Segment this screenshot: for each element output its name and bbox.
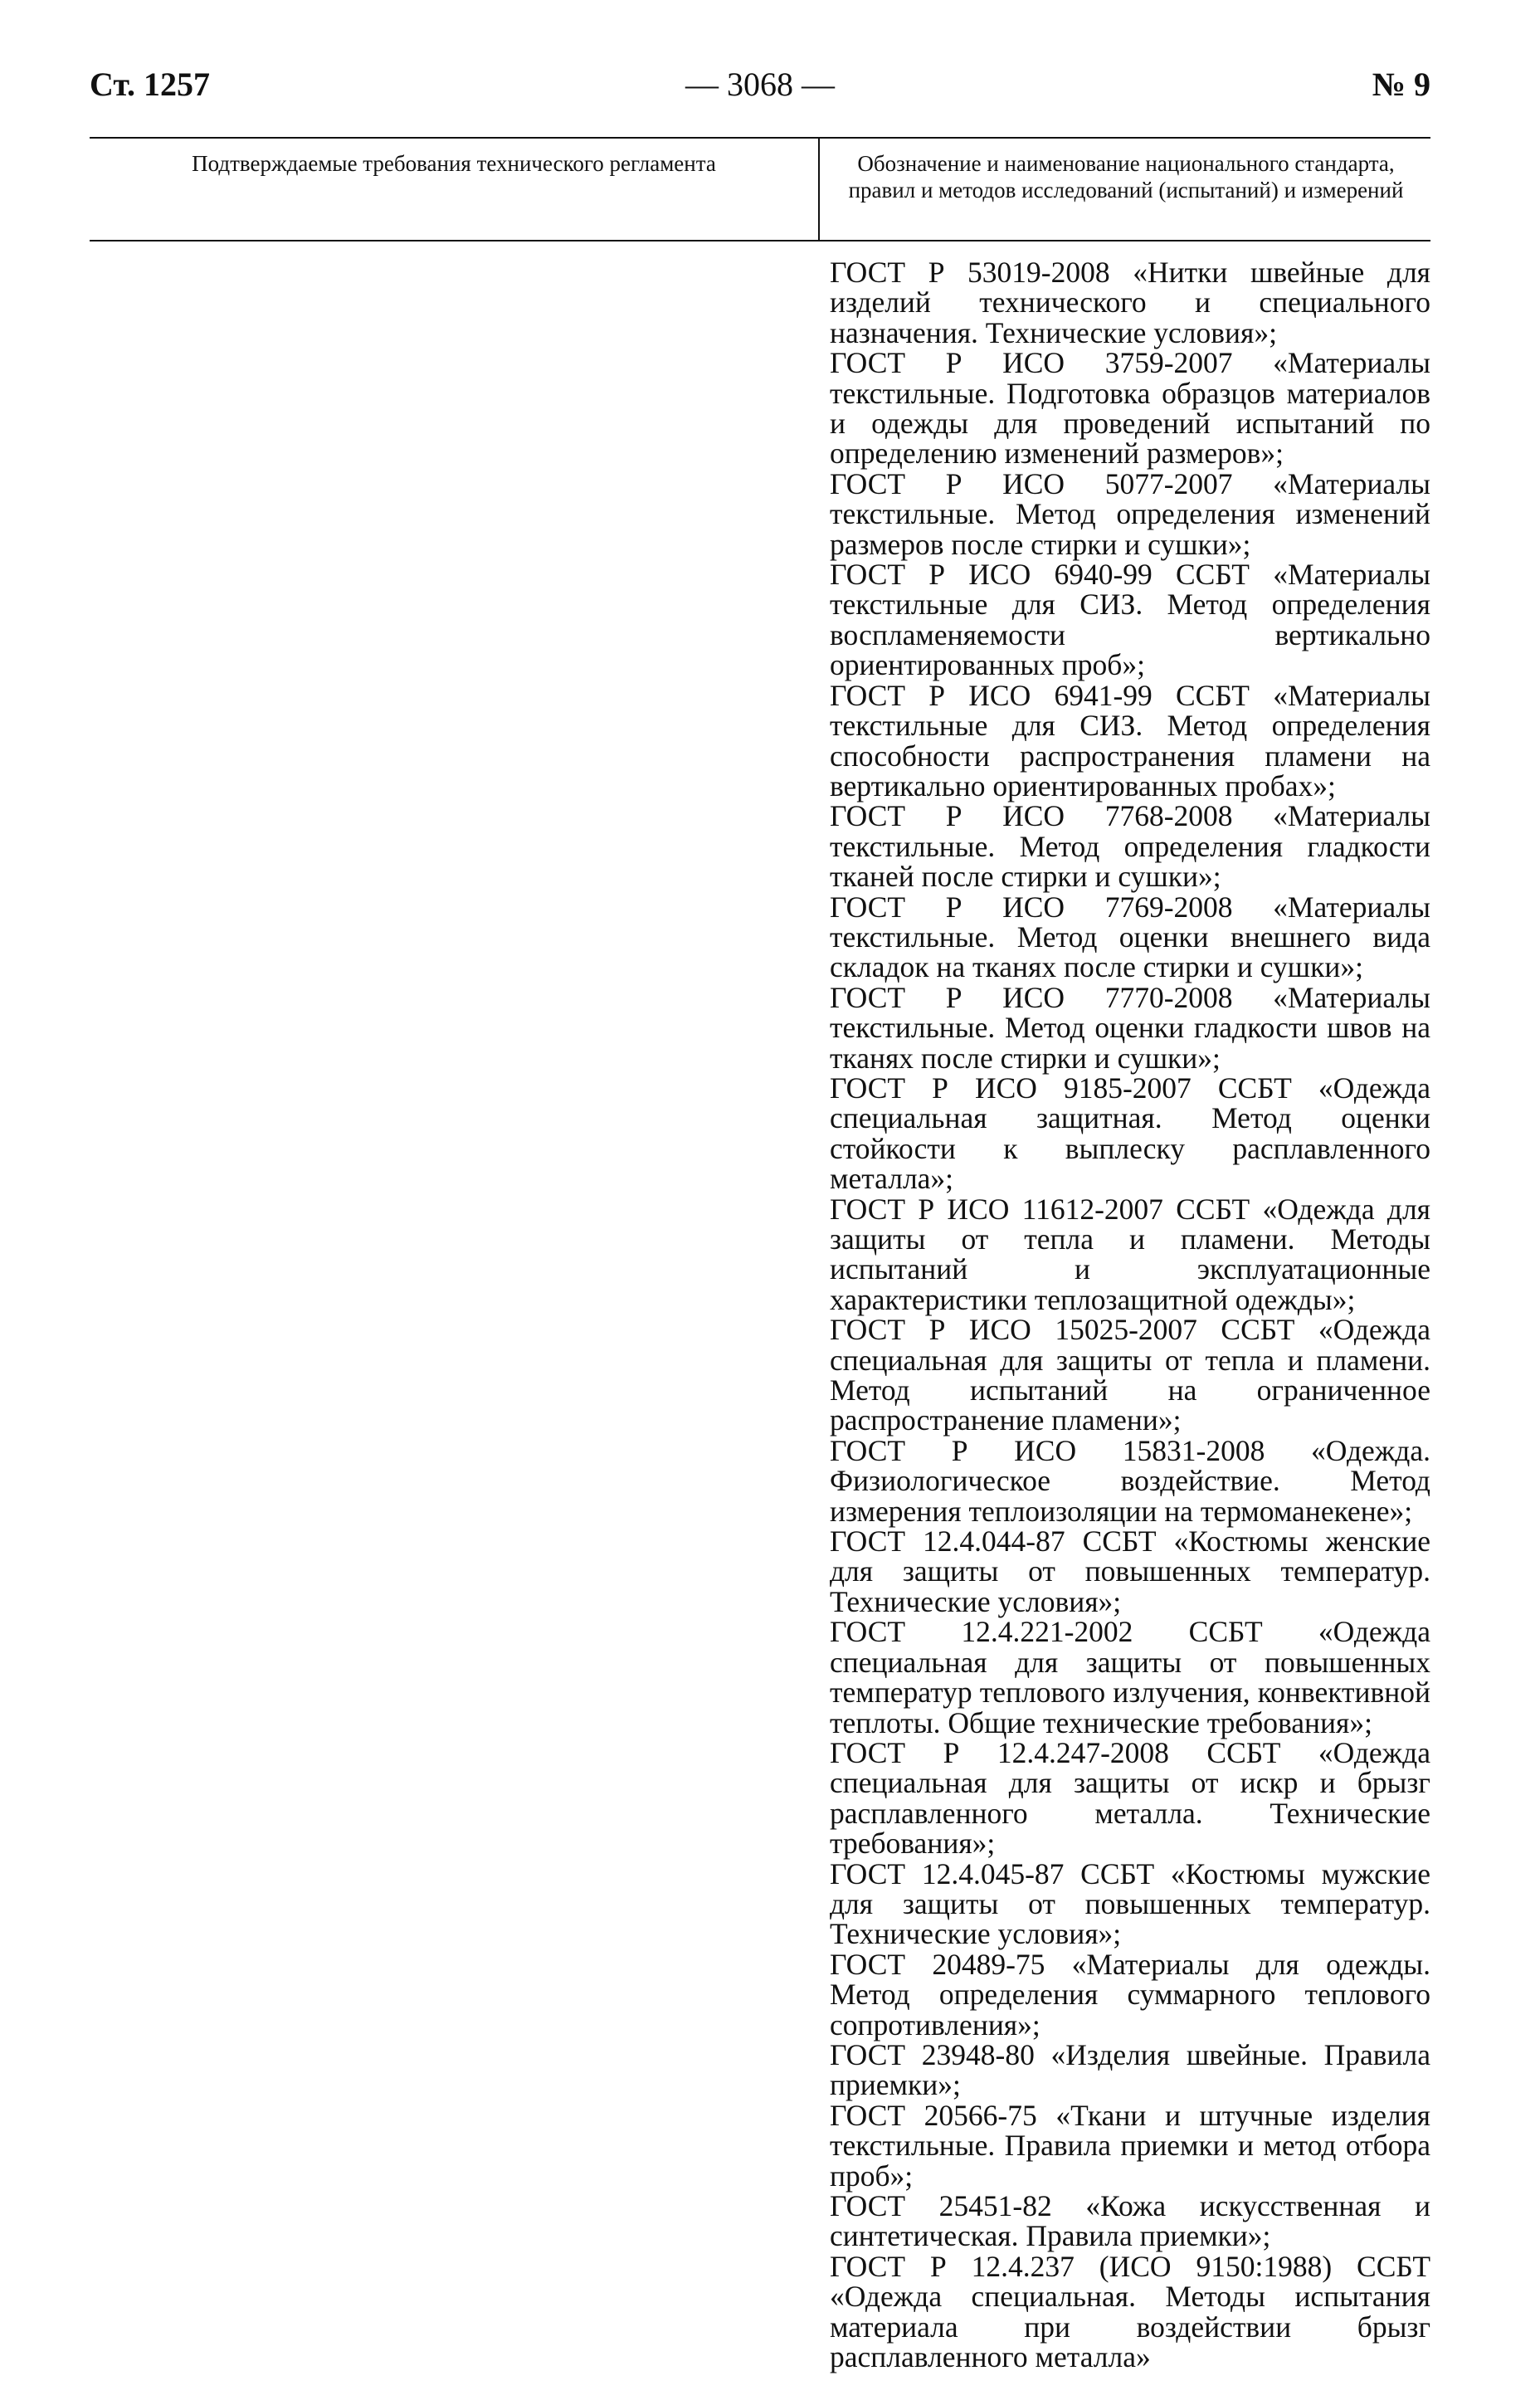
article-number: Ст. 1257 [90,66,210,103]
standard-item: ГОСТ 23948-80 «Изделия швейные. Правила приемки»; [830,2037,1430,2102]
table-header [90,137,1430,241]
standard-item: ГОСТ 20489-75 «Материалы для одежды. Метод определения суммарного теплового сопротивления»; [830,1947,1430,2041]
standard-item: ГОСТ Р ИСО 11612-2007 ССБТ «Одежда для защиты от тепла и пламени. Методы испытаний и эксплуатационные характеристики теплозащитной одежды»; [830,1192,1430,1316]
standard-item: ГОСТ Р 12.4.237 (ИСО 9150:1988) ССБТ «Одежда специальная. Методы испытания материала при воздействии брызг расплавленного металла» [830,2249,1430,2374]
standard-item: ГОСТ Р ИСО 7770-2008 «Материалы текстильные. Метод оценки гладкости швов на тканях после стирки и сушки»; [830,980,1430,1075]
standard-item: ГОСТ Р ИСО 6941-99 ССБТ «Материалы текстильные для СИЗ. Метод определения способности распространения пламени на вертикально ориентированных пробах»; [830,678,1430,802]
column-divider [818,139,820,240]
standard-item: ГОСТ Р ИСО 3759-2007 «Материалы текстильные. Подготовка образцов материалов и одежды для проведений испытаний по определению изменений размеров»; [830,346,1430,471]
right-column-title: Обозначение и наименование национального стандарта, правил и методов исследований (испытаний) и измерений [848,151,1404,202]
left-column-title: Подтверждаемые требования технического регламента [192,151,716,176]
standard-item: ГОСТ Р ИСО 7769-2008 «Материалы текстильные. Метод оценки внешнего вида складок на тканях после стирки и сушки»; [830,890,1430,984]
standard-item: ГОСТ Р ИСО 7768-2008 «Материалы текстильные. Метод определения гладкости тканей после стирки и сушки»; [830,799,1430,894]
standard-item: ГОСТ Р ИСО 15025-2007 ССБТ «Одежда специальная для защиты от тепла и пламени. Метод испытаний на ограниченное распространение пламени»; [830,1313,1430,1437]
standard-item: ГОСТ Р ИСО 5077-2007 «Материалы текстильные. Метод определения изменений размеров после стирки и сушки»; [830,466,1430,561]
standard-item: ГОСТ 12.4.221-2002 ССБТ «Одежда специальная для защиты от повышенных температур теплового излучения, конвективной теплоты. Общие технические требования»; [830,1615,1430,1739]
standard-item: ГОСТ Р 53019-2008 «Нитки швейные для изделий технического и специального назначения. Технические условия»; [830,256,1430,349]
standard-item: ГОСТ 12.4.045-87 ССБТ «Костюмы мужские для защиты от повышенных температур. Технические условия»; [830,1856,1430,1951]
page-number: — 3068 — [685,66,835,103]
standard-item: ГОСТ 20566-75 «Ткани и штучные изделия текстильные. Правила приемки и метод отбора проб»; [830,2098,1430,2193]
standard-item: ГОСТ 25451-82 «Кожа искусственная и синтетическая. Правила приемки»; [830,2189,1430,2253]
standard-item: ГОСТ Р 12.4.247-2008 ССБТ «Одежда специальная для защиты от искр и брызг расплавленного металла. Технические требования»; [830,1735,1430,1861]
issue-number: № 9 [1372,66,1430,103]
page-header [90,65,1430,115]
standard-item: ГОСТ Р ИСО 6940-99 ССБТ «Материалы текстильные для СИЗ. Метод определения воспламеняемости вертикально ориентированных проб»; [830,558,1430,682]
standard-item: ГОСТ Р ИСО 15831-2008 «Одежда. Физиологическое воздействие. Метод измерения теплоизоляции на термоманекене»; [830,1433,1430,1528]
standards-list [830,257,1430,2372]
standard-item: ГОСТ Р ИСО 9185-2007 ССБТ «Одежда специальная защитная. Метод оценки стойкости к выплеску расплавленного металла»; [830,1071,1430,1196]
standard-item: ГОСТ 12.4.044-87 ССБТ «Костюмы женские для защиты от повышенных температур. Технические условия»; [830,1524,1430,1618]
